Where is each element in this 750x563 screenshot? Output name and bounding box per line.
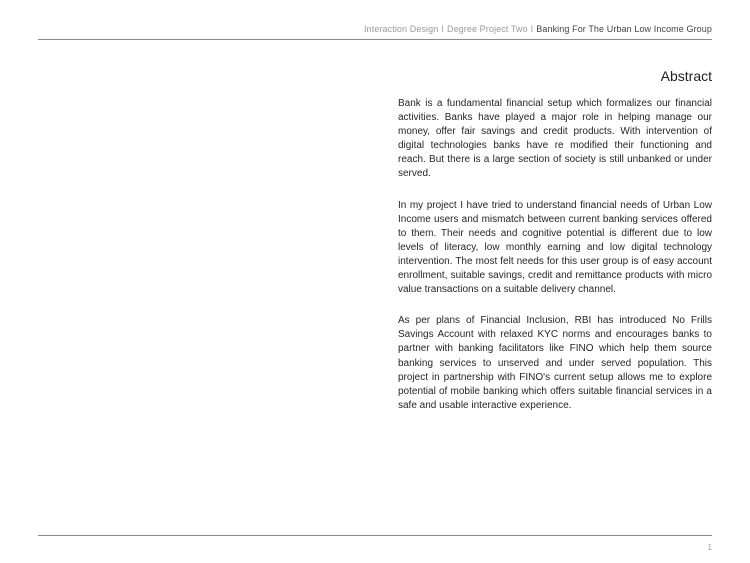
running-header: [364, 24, 712, 34]
header-divider: [38, 39, 712, 40]
header-separator: I: [530, 24, 534, 34]
header-document-title: Banking For The Urban Low Income Group: [536, 24, 712, 34]
abstract-paragraph: In my project I have tried to understand financial needs of Urban Low Income users and mismatch between current banking services offered to them. Their needs and cognitive potential is different due to low levels of literacy, low monthly earning and low digital technology intervention. The most felt needs for this user group is of easy account enrollment, suitable savings, credit and remittance products with micro value transactions on a suitable delivery channel.: [398, 199, 712, 296]
section-title: Abstract: [660, 68, 712, 84]
header-separator: I: [441, 24, 444, 34]
page-number: 1: [707, 543, 712, 552]
header-project: Degree Project Two: [446, 24, 528, 34]
abstract-paragraph: As per plans of Financial Inclusion, RBI has introduced No Frills Savings Account with relaxed KYC norms and encourages banks to partner with banking facilitators like FINO which help them source banking services to unserved and under served population. This project in partnership with FINO's current setup allows me to explore potential of mobile banking which offers suitable financial services in a safe and usable interactive experience.: [398, 315, 712, 411]
abstract-body: [398, 97, 712, 430]
header-course: Interaction Design: [364, 24, 439, 34]
footer-divider: [38, 535, 712, 536]
abstract-paragraph: Bank is a fundamental financial setup which formalizes our financial activities. Banks have played a major role in helping manage our money, offer fair savings and credit products. With intervention of digital technologies banks have re modified their functioning and reach. But there is a large section of society is still unbanked or under served.: [398, 98, 712, 180]
